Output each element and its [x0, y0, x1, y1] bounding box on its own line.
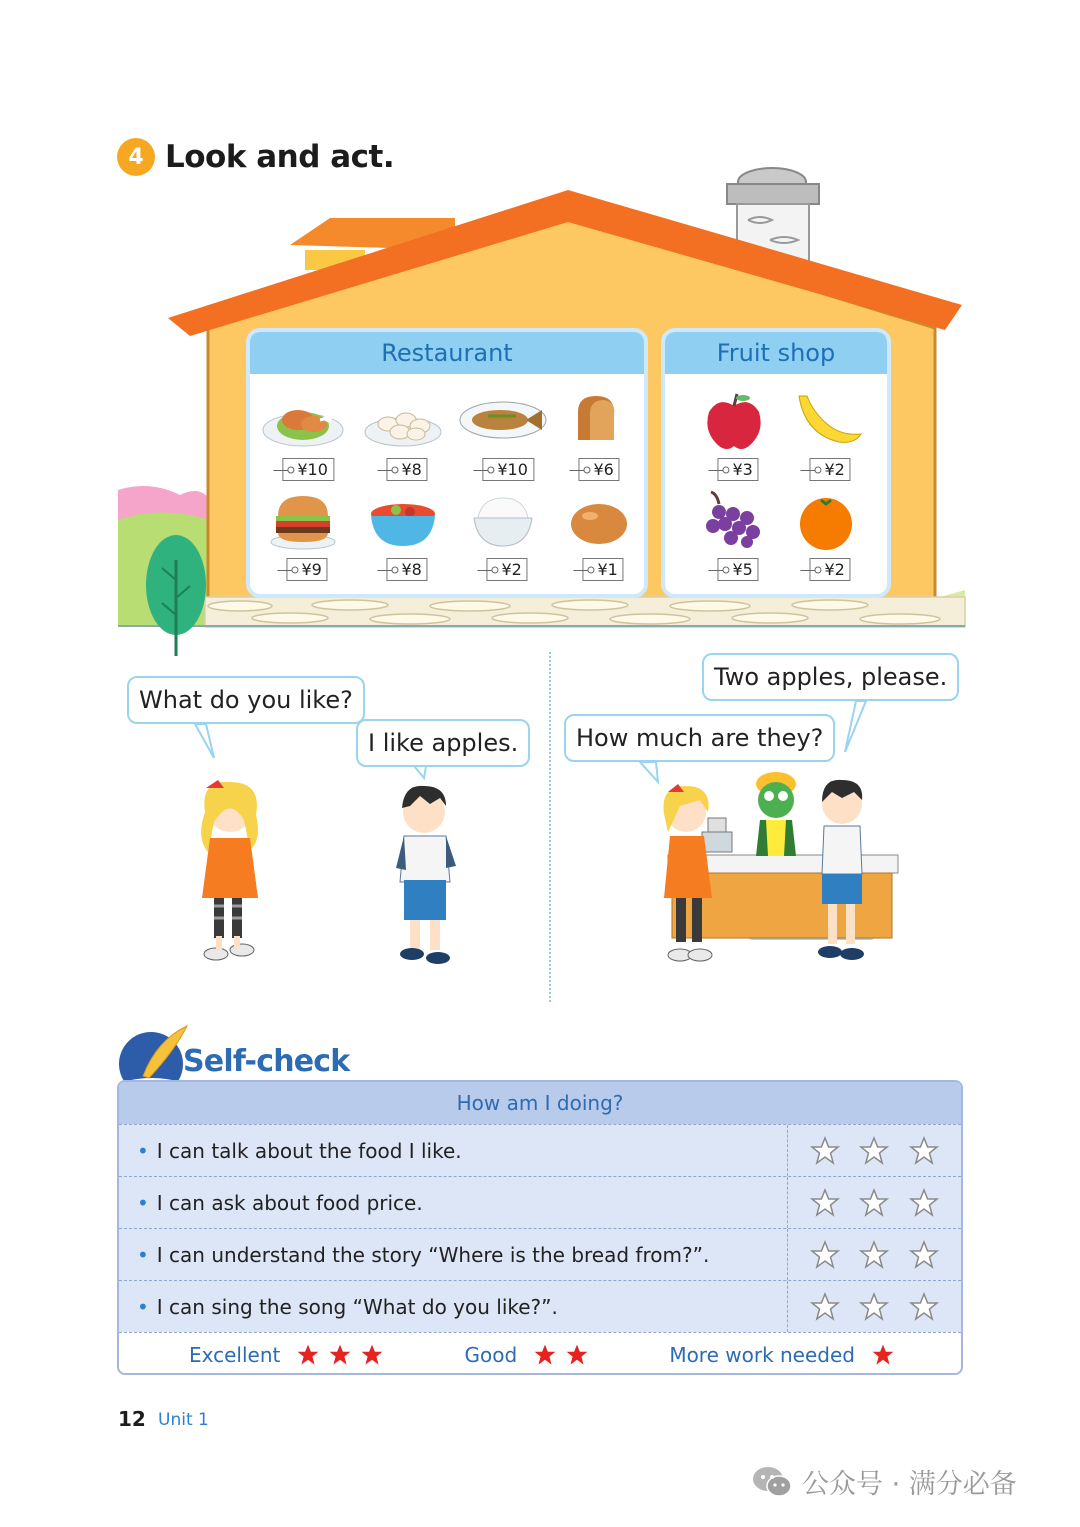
star-outline-icon[interactable] — [909, 1136, 939, 1166]
star-outline-icon[interactable] — [909, 1240, 939, 1270]
speech-bubble-price-question: How much are they? — [564, 714, 835, 762]
legend-label: More work needed — [669, 1343, 855, 1367]
statement-text: I can talk about the food I like. — [156, 1138, 462, 1163]
star-outline-icon[interactable] — [810, 1292, 840, 1322]
fruit-shop-title: Fruit shop — [665, 332, 887, 374]
star-outline-icon[interactable] — [810, 1136, 840, 1166]
price-tag: ¥5 — [717, 558, 758, 581]
price-tag: ¥8 — [386, 458, 427, 481]
star-outline-icon[interactable] — [859, 1240, 889, 1270]
star-filled-icon — [328, 1343, 352, 1367]
rating-stars — [787, 1177, 961, 1228]
price-tag: ¥2 — [486, 558, 527, 581]
self-check-table — [117, 1080, 963, 1375]
star-filled-icon — [360, 1343, 384, 1367]
self-check-statement — [119, 1139, 787, 1163]
price-tag: ¥10 — [482, 458, 534, 481]
star-outline-icon[interactable] — [810, 1240, 840, 1270]
self-check-row — [119, 1176, 961, 1228]
page-number: 12 — [118, 1407, 146, 1431]
exercise-title: Look and act. — [165, 139, 395, 175]
watermark-text: 公众号 · 满分必备 — [802, 1469, 1017, 1500]
star-outline-icon[interactable] — [859, 1292, 889, 1322]
bullet-icon: • — [137, 1294, 149, 1319]
rating-stars — [787, 1125, 961, 1176]
star-filled-icon — [871, 1343, 895, 1367]
price-tag: ¥6 — [578, 458, 619, 481]
girl-illustration — [201, 780, 258, 960]
star-outline-icon[interactable] — [859, 1188, 889, 1218]
speech-bubble-question: What do you like? — [127, 676, 365, 724]
shop-counter-illustration — [663, 772, 898, 961]
bullet-icon: • — [137, 1242, 149, 1267]
legend-label: Good — [464, 1343, 518, 1367]
star-filled-icon — [565, 1343, 589, 1367]
rating-stars — [787, 1229, 961, 1280]
bullet-icon: • — [137, 1190, 149, 1215]
star-outline-icon[interactable] — [909, 1188, 939, 1218]
star-outline-icon[interactable] — [859, 1136, 889, 1166]
self-check-header: How am I doing? — [119, 1082, 961, 1124]
statement-text: I can sing the song “What do you like?”. — [156, 1294, 558, 1319]
self-check-statement — [119, 1191, 787, 1215]
price-tag: ¥8 — [386, 558, 427, 581]
speech-bubble-answer: I like apples. — [356, 719, 530, 767]
exercise-number-badge: 4 — [117, 138, 155, 176]
boy-illustration — [396, 786, 456, 964]
price-tag: ¥3 — [717, 458, 758, 481]
statement-text: I can understand the story “Where is the bread from?”. — [156, 1242, 710, 1267]
statement-text: I can ask about food price. — [156, 1190, 423, 1215]
star-filled-icon — [533, 1343, 557, 1367]
rating-legend — [119, 1332, 961, 1375]
legend-more-work-needed — [669, 1343, 895, 1367]
speech-bubble-order: Two apples, please. — [702, 653, 959, 701]
self-check-statement — [119, 1295, 787, 1319]
price-tag: ¥9 — [286, 558, 327, 581]
price-tag: ¥1 — [582, 558, 623, 581]
self-check-row — [119, 1124, 961, 1176]
price-tag: ¥2 — [809, 458, 850, 481]
star-outline-icon[interactable] — [810, 1188, 840, 1218]
price-tag: ¥10 — [282, 458, 334, 481]
unit-label: Unit 1 — [158, 1410, 209, 1430]
legend-excellent — [189, 1343, 384, 1367]
star-outline-icon[interactable] — [909, 1292, 939, 1322]
self-check-statement — [119, 1243, 787, 1267]
watermark — [752, 1462, 1017, 1501]
star-filled-icon — [296, 1343, 320, 1367]
restaurant-title: Restaurant — [250, 332, 644, 374]
bullet-icon: • — [137, 1138, 149, 1163]
self-check-title: Self-check — [183, 1044, 350, 1079]
price-tag: ¥2 — [809, 558, 850, 581]
self-check-row — [119, 1228, 961, 1280]
wechat-icon — [752, 1465, 792, 1499]
legend-good — [465, 1343, 590, 1367]
rating-stars — [787, 1281, 961, 1332]
legend-label: Excellent — [189, 1343, 281, 1367]
self-check-row — [119, 1280, 961, 1332]
